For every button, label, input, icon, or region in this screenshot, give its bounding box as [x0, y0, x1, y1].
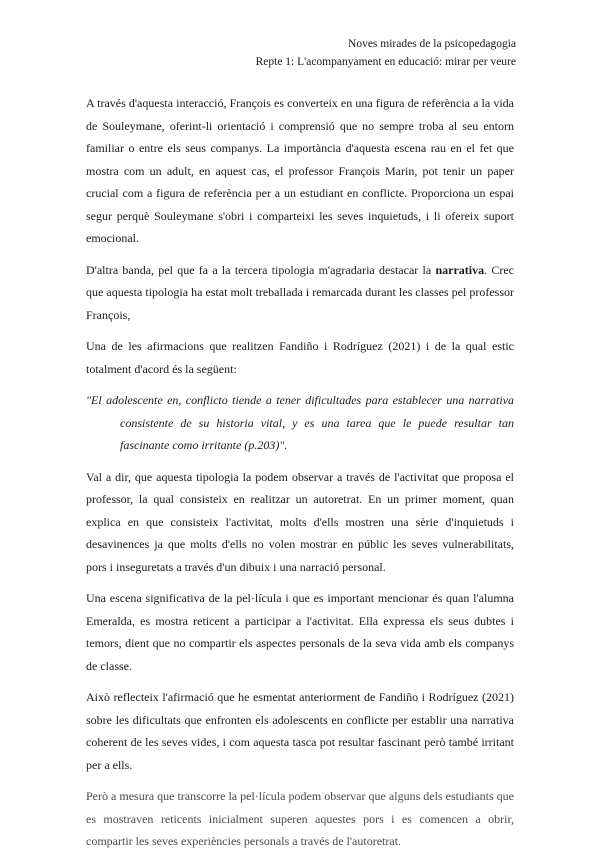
paragraph-5: Una escena significativa de la pel·lícula i que es important mencionar és quan l'alumna Emeralda, es mostra reticent a participar a l'activitat. Ella expressa els seus dubtes i temors, dient que no compartir els aspectes personals de la seva vida amb els companys de classe. — [86, 591, 514, 673]
header-course-title: Noves mirades de la psicopedagogia — [348, 38, 516, 50]
block-quote: "El adolescente en, conflicto tiende a tener dificultades para establecer una narrativa consistente de su historia vital, y es una tarea que le puede resultar tan fascinante como irritante (p.203)". — [86, 393, 514, 452]
page-header — [256, 36, 516, 71]
paragraph-2-text-a: D'altra banda, pel que fa a la tercera tipologia m'agradaria destacar la — [86, 262, 436, 277]
paragraph-4: Val a dir, que aquesta tipologia la podem observar a través de l'activitat que proposa el professor, la qual consisteix en realitzar un autoretrat. En un primer moment, quan explica en que consisteix l'activitat, molts d'ells mostren una sèrie d'inquietuds i desavinences ja que molts d'ells no volen mostrar en públic les seves vulnerabilitats, pors i inseguretats a través d'un dibuix i una narració personal. — [86, 469, 514, 574]
paragraph-1: A través d'aquesta interacció, François es converteix en una figura de referència a la vida de Souleymane, oferint-li orientació i comprensió que no sempre troba al seu entorn familiar o entre els seus companys. La importància d'aquesta escena rau en el fet que mostra com un adult, en aquest cas, el professor François Marin, pot tenir un paper crucial com a figura de referència per a un estudiant en conflicte. Proporciona un espai segur perquè Souleymane s'obri i comparteixi les seves inquietuds, i li ofereix suport emocional. — [86, 96, 514, 245]
header-assignment-title: Repte 1: L'acompanyament en educació: mirar per veure — [255, 55, 516, 68]
paragraph-2-text-b: . Crec que aquesta tipologia ha estat molt treballada i remarcada durant les classes pel professor François, — [86, 262, 514, 322]
paragraph-2-bold-term: narrativa — [435, 262, 485, 277]
document-body — [86, 92, 514, 862]
paragraph-2 — [86, 259, 514, 327]
paragraph-7: Però a mesura que transcorre la pel·lícula podem observar que alguns dels estudiants que es mostraven reticents inicialment superen aquestes pors i es comencen a obrir, compartir les seves experiències personals a través de l'autoretrat. — [86, 789, 514, 848]
paragraph-6: Això reflecteix l'afirmació que he esmentat anteriorment de Fandiño i Rodríguez (2021) sobre les dificultats que enfronten els adolescents en conflicte per establir una narrativa coherent de les seves vides, i com aquesta tasca pot resultar fascinant però també irritant per a ells. — [86, 690, 514, 772]
paragraph-3: Una de les afirmacions que realitzen Fandiño i Rodríguez (2021) i de la qual estic totalment d'acord és la següent: — [86, 339, 514, 376]
